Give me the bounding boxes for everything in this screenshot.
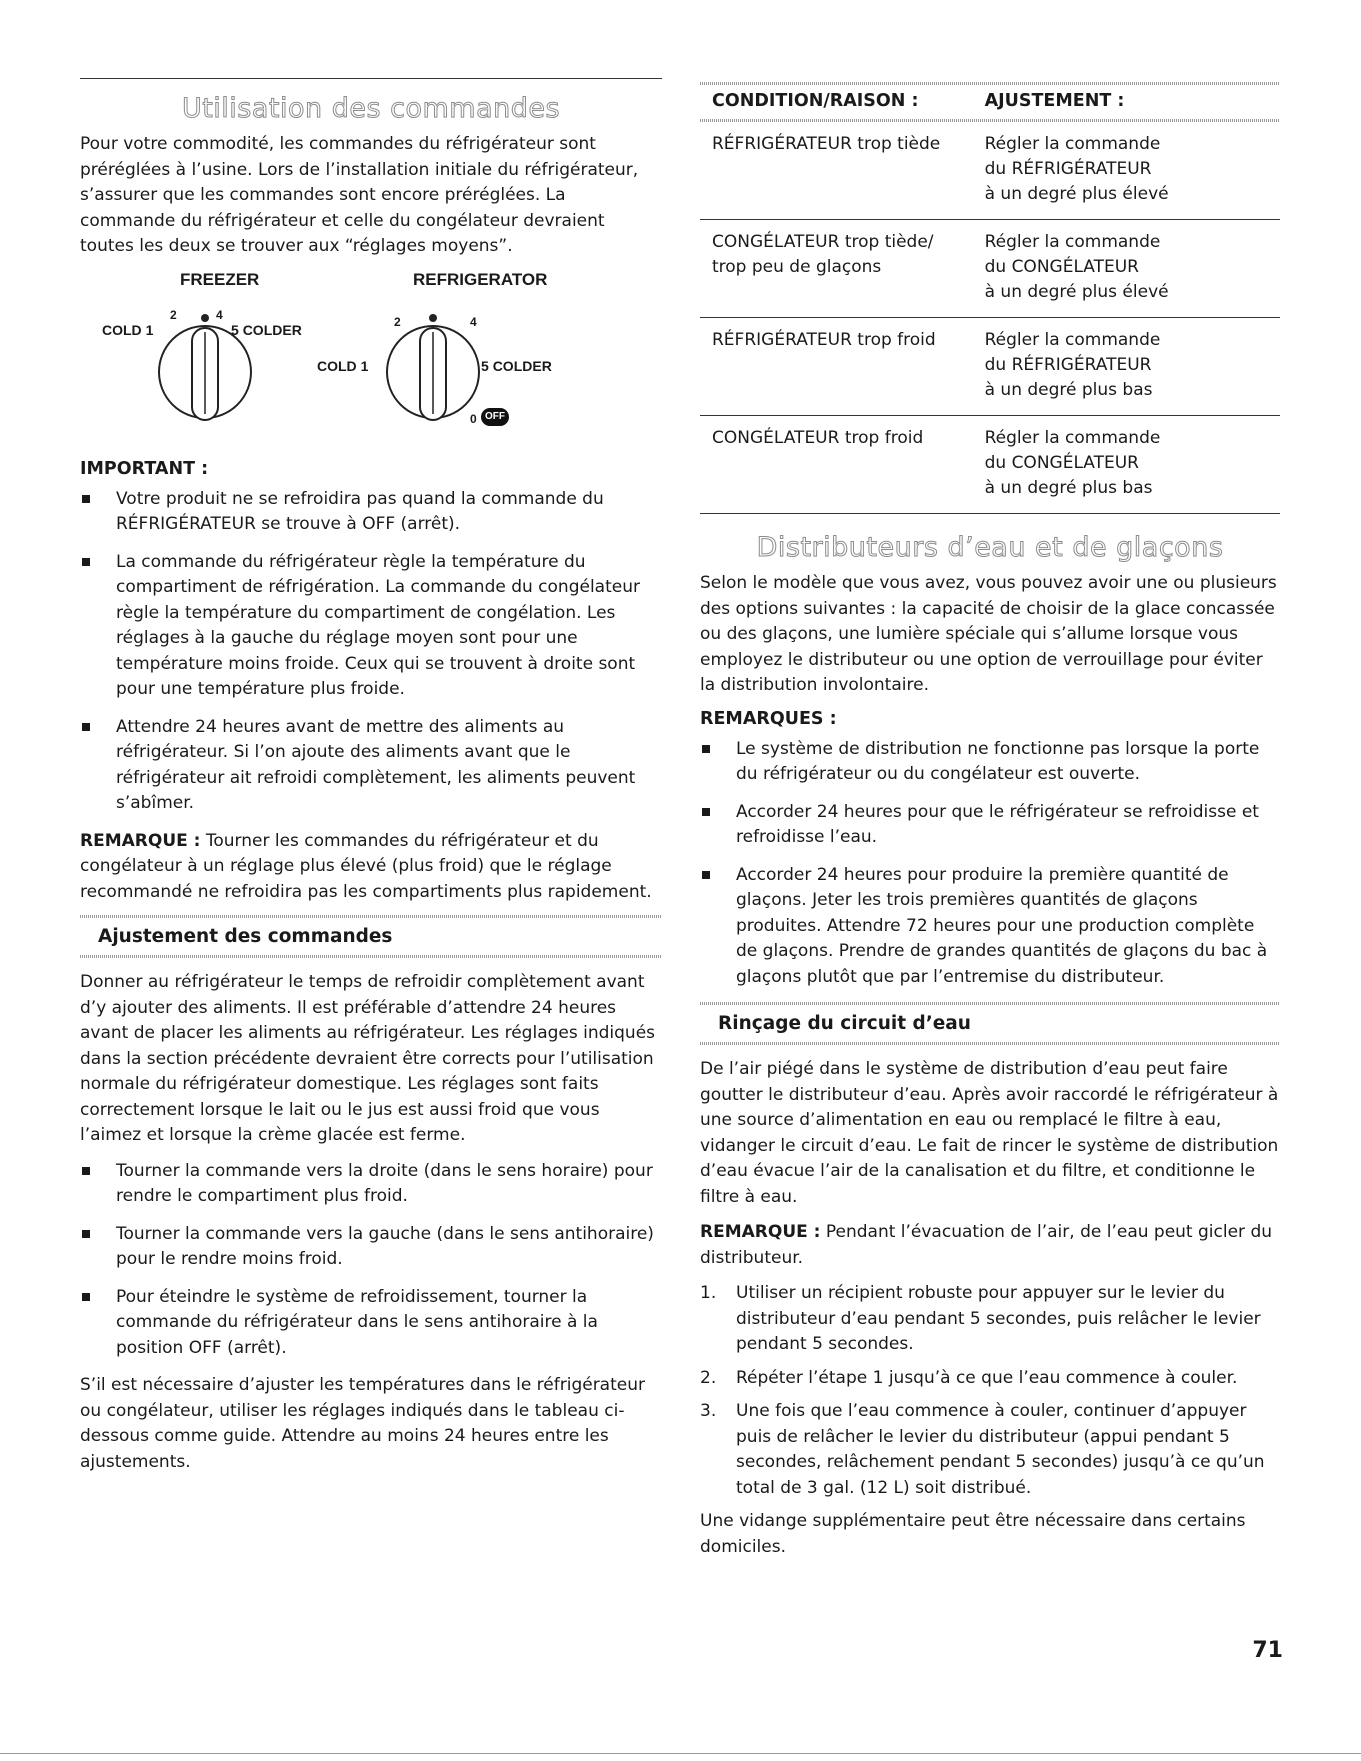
important-list <box>80 487 662 817</box>
page-number: 71 <box>1252 1638 1283 1663</box>
remarque-label: REMARQUE : <box>80 830 201 851</box>
list-item: 1. Utiliser un récipient robuste pour appuyer sur le levier du distributeur d’eau pendant 5 secondes, puis relâcher le levier pendant 5 secondes. <box>700 1283 1261 1354</box>
refrigerator-colder-label: COLDER <box>492 357 552 374</box>
left-column <box>80 78 662 1485</box>
off-badge: OFF <box>481 408 509 426</box>
list-item: 3. Une fois que l’eau commence à couler, continuer d’appuyer puis de relâcher le levier du distributeur (appui pendant 5 secondes, relâchement pendant 5 secondes) jusqu’à ce qu’un total de 3 gal. (12 L) soit distribué. <box>700 1401 1265 1498</box>
list-item: Accorder 24 heures pour que le réfrigérateur se refroidisse et refroidisse l’eau. <box>700 800 1280 851</box>
section-title-controls: Utilisation des commandes <box>181 93 561 124</box>
list-item: Tourner la commande vers la droite (dans le sens horaire) pour rendre le compartiment plus froid. <box>80 1159 662 1210</box>
dotted-rule <box>80 915 662 918</box>
header-condition: CONDITION/RAISON : <box>712 91 919 111</box>
remarques-label: REMARQUES : <box>700 708 837 729</box>
dotted-rule <box>700 82 1280 85</box>
control-dials-illustration <box>80 270 662 455</box>
bullet-icon <box>82 558 90 566</box>
bullet-icon <box>702 808 710 816</box>
remarques-list <box>700 737 1280 991</box>
refrigerator-setting-4: 4 <box>470 314 477 329</box>
adjustment-table <box>700 85 1280 514</box>
dotted-rule <box>700 1042 1280 1045</box>
dotted-rule <box>700 119 1280 122</box>
bullet-icon <box>82 723 90 731</box>
adjust-cell: Régler la commande du RÉFRIGÉRATEUR à un degré plus bas <box>973 318 1280 416</box>
condition-cell: CONGÉLATEUR trop tiède/ trop peu de glaçons <box>700 220 973 318</box>
bullet-icon <box>82 1230 90 1238</box>
list-item: Le système de distribution ne fonctionne pas lorsque la porte du réfrigérateur ou du congélateur est ouverte. <box>700 737 1280 788</box>
refrigerator-setting-0: 0 <box>470 411 477 426</box>
condition-cell: RÉFRIGÉRATEUR trop froid <box>700 318 973 416</box>
rinse-remarque-paragraph: REMARQUE : Pendant l’évacuation de l’air, de l’eau peut gicler du distributeur. <box>700 1222 1273 1268</box>
bullet-icon <box>82 1167 90 1175</box>
adjust-list <box>80 1159 662 1362</box>
freezer-heading: FREEZER <box>180 269 260 289</box>
adjust-cell: Régler la commande du CONGÉLATEUR à un degré plus bas <box>973 416 1280 514</box>
list-item: Attendre 24 heures avant de mettre des aliments au réfrigérateur. Si l’on ajoute des aliments avant que le réfrigérateur ait refroidi complètement, les aliments peuvent s’abîmer. <box>80 715 662 817</box>
adjust-cell: Régler la commande du CONGÉLATEUR à un degré plus élevé <box>973 220 1280 318</box>
condition-cell: RÉFRIGÉRATEUR trop tiède <box>700 122 973 220</box>
refrigerator-setting-1: 1 <box>360 357 369 374</box>
refrigerator-heading: REFRIGERATOR <box>413 269 548 289</box>
table-row <box>700 416 1280 514</box>
important-label: IMPORTANT : <box>80 458 209 479</box>
table-row <box>700 220 1280 318</box>
bottom-rule <box>0 1753 1361 1754</box>
rinse-steps-list <box>700 1281 1280 1501</box>
table-row <box>700 318 1280 416</box>
right-column <box>700 78 1280 1570</box>
dotted-rule <box>700 1002 1280 1005</box>
adjust-cell: Régler la commande du RÉFRIGÉRATEUR à un degré plus élevé <box>973 122 1280 220</box>
list-item: 2. Répéter l’étape 1 jusqu’à ce que l’eau commence à couler. <box>700 1367 1238 1388</box>
subsection-title-adjust: Ajustement des commandes <box>98 926 393 947</box>
freezer-setting-4: 4 <box>216 307 223 322</box>
dispenser-intro-paragraph: Selon le modèle que vous avez, vous pouvez avoir une ou plusieurs des options suivantes : la capacité de choisir de la glace concassée ou des glaçons, une lumière spéciale qui s’allume lorsque vous employez le distributeur ou une option de verrouillage pour éviter la distribution involontaire. <box>700 573 1277 695</box>
remarque-label: REMARQUE : <box>700 1222 821 1242</box>
list-item: Votre produit ne se refroidira pas quand la commande du RÉFRIGÉRATEUR se trouve à OFF (arrêt). <box>80 487 662 538</box>
list-item: Pour éteindre le système de refroidissement, tourner la commande du réfrigérateur dans le sens antihoraire à la position OFF (arrêt). <box>80 1285 662 1362</box>
top-rule <box>80 78 662 79</box>
remarque-paragraph: REMARQUE : Tourner les commandes du réfrigérateur et du congélateur à un réglage plus élevé (plus froid) que le réglage recommandé ne refroidira pas les compartiments plus rapidement. <box>80 830 652 902</box>
freezer-setting-5: 5 <box>231 321 239 338</box>
table-header-row <box>700 85 1280 119</box>
bullet-icon <box>702 745 710 753</box>
subsection-title-rinse: Rinçage du circuit d’eau <box>718 1013 971 1034</box>
adjust-paragraph: Donner au réfrigérateur le temps de refroidir complètement avant d’y ajouter des aliments. Il est préférable d’attendre 24 heures avant de placer les aliments au réfrigérateur. Les réglages indiqués dans la section précédente devraient être corrects pour l’utilisation normale du réfrigérateur domestique. Les réglages sont faits correctement lorsque le lait ou le jus est aussi froid que vous l’aimez et lorsque la crème glacée est ferme. <box>80 972 656 1145</box>
section-title-dispensers: Distributeurs d’eau et de glaçons <box>756 532 1224 563</box>
freezer-setting-1: 1 <box>145 321 154 338</box>
bullet-icon <box>82 495 90 503</box>
table-row <box>700 122 1280 220</box>
bullet-icon <box>702 871 710 879</box>
freezer-colder-label: COLDER <box>242 321 302 338</box>
dotted-rule <box>80 955 662 958</box>
bullet-icon <box>82 1293 90 1301</box>
intro-paragraph: Pour votre commodité, les commandes du réfrigérateur sont préréglées à l’usine. Lors de l’installation initiale du réfrigérateur, s’assurer que les commandes sont encore préréglées. La commande du réfrigérateur et celle du congélateur devraient toutes les deux se trouver aux “réglages moyens”. <box>80 134 639 256</box>
closing-paragraph: S’il est nécessaire d’ajuster les températures dans le réfrigérateur ou congélateur, utiliser les réglages indiqués dans le tableau ci-dessous comme guide. Attendre au moins 24 heures entre les ajustements. <box>80 1375 645 1472</box>
refrigerator-cold-label: COLD <box>317 357 357 374</box>
freezer-setting-2: 2 <box>170 307 177 322</box>
freezer-cold-label: COLD <box>102 321 142 338</box>
refrigerator-setting-5: 5 <box>481 357 489 374</box>
rinse-paragraph: De l’air piégé dans le système de distribution d’eau peut faire goutter le distributeur d’eau. Après avoir raccordé le réfrigérateur à une source d’alimentation en eau ou remplacé le filtre à eau, vidanger le circuit d’eau. Le fait de rincer le système de distribution d’eau évacue l’air de la canalisation et du filtre, et conditionne le filtre à eau. <box>700 1059 1279 1207</box>
list-item: La commande du réfrigérateur règle la température du compartiment de réfrigération. La commande du congélateur règle la température du compartiment de congélation. Les réglages à la gauche du réglage moyen sont pour une température moins froide. Ceux qui se trouvent à droite sont pour une température plus froide. <box>80 550 662 703</box>
list-item: Tourner la commande vers la gauche (dans le sens antihoraire) pour le rendre moins froid. <box>80 1222 662 1273</box>
condition-cell: CONGÉLATEUR trop froid <box>700 416 973 514</box>
refrigerator-setting-2: 2 <box>394 314 401 329</box>
list-item: Accorder 24 heures pour produire la première quantité de glaçons. Jeter les trois premières quantités de glaçons produites. Attendre 72 heures pour une production complète de glaçons. Prendre de grandes quantités de glaçons du bac à glaçons plutôt que par l’entremise du distributeur. <box>700 863 1280 991</box>
rinse-closing-paragraph: Une vidange supplémentaire peut être nécessaire dans certains domiciles. <box>700 1511 1246 1557</box>
header-adjust: AJUSTEMENT : <box>984 91 1125 111</box>
